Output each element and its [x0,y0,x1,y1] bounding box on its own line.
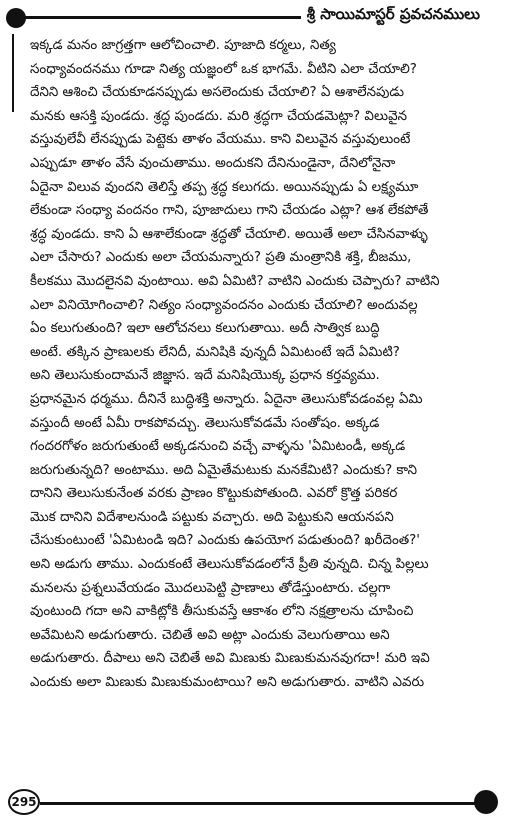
text-line: సంధ్యావందనము గూడా నిత్య యజ్ఞంలో ఒక భాగమే. వీటిని ఎలా చేయాలి? [30,61,417,77]
text-line: అవేమిటని అడుగుతారు. చెబితే అవి అట్లా ఎందుకు వెలుగుతాయి అని [30,627,390,643]
text-line: అని తెలుసుకుందామనే జిజ్ఞాస. ఇదే మనిషియొక్క ప్రధాన కర్తవ్యము. [30,368,380,384]
text-line: వుంటుంది గదా అని వాకిట్లోకి తీసుకువస్తే ఆకాశం లోని నక్షత్రాలను చూపించి [30,604,414,620]
text-line: వస్తువులేవీ లేనప్పుడు పెట్టెకు తాళం వేయము. కాని విలువైన వస్తువులుంటే [30,132,411,148]
footer-ornament-dot [474,790,498,814]
text-line: మనలను ప్రశ్నలువేయడం మొదలుపెట్టి ప్రాణాలు తోడేస్తుంటారు. చల్లగా [30,580,391,596]
text-line: ప్రధానమైన ధర్మము. దీనినే బుద్ధిశక్తి అన్నారు. ఏదైనా తెలుసుకోవడంవల్ల ఏమి [30,391,423,407]
text-line: దానిని తెలుసుకునేంత వరకు ప్రాణం కొట్టుకుపోతుంది. ఎవరో క్రొత్త పరికర [30,486,398,502]
text-line: అడుగుతారు. దీపాలు అని చెబితే అవి మిణుకు మిణుకుమనవుగదా! మరి ఇవి [30,651,430,667]
running-header-title: శ్రీ సాయిమాస్టర్ ప్రవచనములు [301,2,480,26]
text-line: శ్రద్ధ వుండదు. కాని ఏ ఆశాలేకుండా శ్రద్ధతో చేయాలి. అయితే అలా చేసినవాళ్ళు [30,226,428,242]
text-line: ఎలా వినియోగించాలి? నిత్యం సంధ్యావందనం ఎందుకు చేయాలి? అందువల్ల [30,297,418,313]
text-line: చేసుకుంటుంటే 'ఏమిటండి ఇది? ఎందుకు ఉపయోగ పడుతుంది? ఖరీదెంత?' [30,533,420,549]
text-line: ఎప్పుడూ తాళం వేసే వుంచుతాము. అందుకని దేనినుండైనా, దేనిలోనైనా [30,155,396,171]
text-line: గందరగోళం జరుగుతుంటే అక్కడనుంచి వచ్చే వాళ్ళను 'ఏమిటండీ, అక్కడ [30,439,406,455]
text-line: అని అడుగు తాము. ఎందుకంటే తెలుసుకోవడంలోనే ప్రీతి వున్నది. చిన్న పిల్లలు [30,557,429,573]
text-line: దేనిని ఆశించి చేయకూడనప్పుడు అసలెందుకు చేయాలి? ఏ ఆశాలేనపుడు [30,85,404,101]
header-rule [18,16,336,19]
text-line: ఏం కలుగుతుంది? ఇలా ఆలోచనలు కలుగుతాయి. అదీ సాత్విక బుద్ధి [30,321,380,337]
footer-rule [40,802,478,805]
body-paragraph [30,34,490,695]
text-line: మొక దానిని విదేశాలనుండి పట్టుకు వచ్చారు. అది పెట్టుకుని ఆయనపని [30,509,394,525]
text-line: ఇక్కడ మనం జాగ్రత్తగా ఆలోచించాలి. పూజాది కర్మలు, నిత్య [30,38,336,53]
text-line: ఎలా చేసారు? ఎందుకు అలా చేయమన్నారు? ప్రతి మంత్రానికి శక్తి, బీజము, [30,250,412,266]
text-line: అంటే. తక్కిన ప్రాణులకు లేనిదీ, మనిషికి వున్నదీ ఏమిటంటే ఇదే ఏమిటి? [30,344,400,360]
text-line: ఏదైనా విలువ వుందని తెలిస్తే తప్ప శ్రద్ధ కలుగదు. అయినప్పుడు ఏ లక్ష్యమూ [30,179,419,195]
text-line: కీలకము మొదలైనవి వుంటాయి. అవి ఏమిటి? వాటిని ఎందుకు చెప్పారు? వాటిని [30,273,440,289]
text-line: మనకు ఆసక్తి పుండదు. శ్రద్ధ పుండదు. మరి శ్రద్ధగా చేయడమెట్లా? విలువైన [30,108,407,124]
text-line: లేకుండా సంధ్యా వందనం గాని, పూజాదులు గాని చేయడం ఎట్లా? ఆశ లేకపోతే [30,203,429,219]
text-line: వస్తుందీ అంటే ఏమీ రాకపోవచ్చు. తెలుసుకోవడమే సంతోషం. అక్కడ [30,415,380,431]
text-line: జరుగుతున్నది? అంటాము. అది ఏమైతేమటుకు మనకేమిటి? ఎందుకు? కాని [30,462,418,478]
text-line: ఎందుకు అలా మిణుకు మిణుకుమంటాయి? అని అడుగుతారు. వాటిని ఎవరు [30,675,425,691]
left-margin-rule [12,34,14,112]
page-number-badge: 295 [8,789,40,815]
